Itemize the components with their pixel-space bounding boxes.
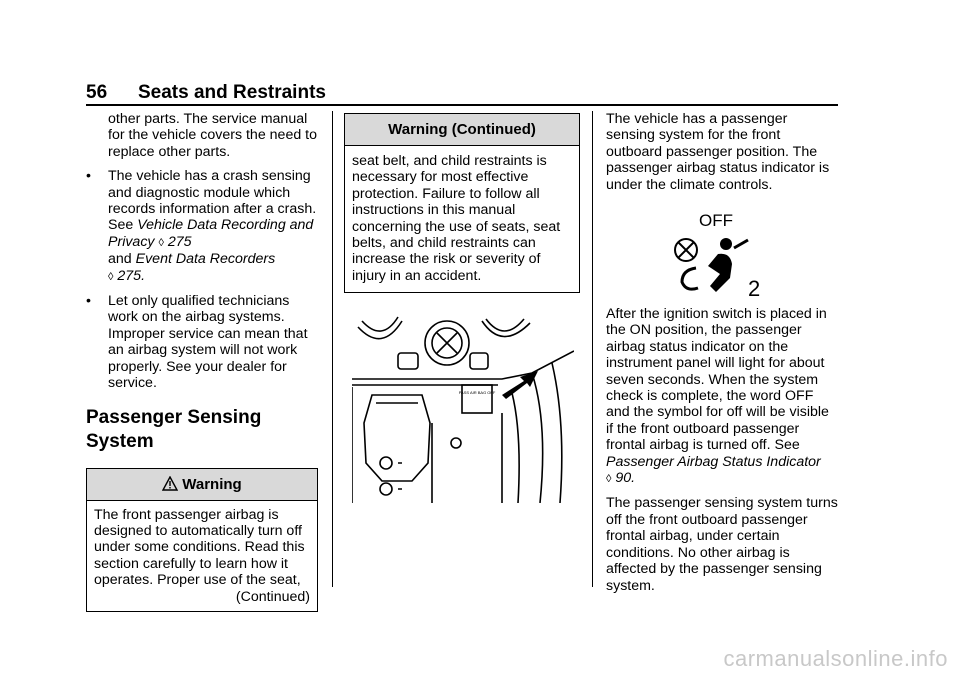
bullet-text: The vehicle has a crash sensing and diagnostic module which records information after a crash. See [108,168,317,234]
page-ref-icon: ◊ [108,270,114,283]
console-illustration [352,313,574,503]
warning-body [87,501,317,611]
bullet-text: and [108,251,136,268]
continued-paragraph: other parts. The service manual for the vehicle covers the need to replace other parts. [108,111,317,160]
period: . [631,470,636,487]
warning-text: The front passenger airbag is designed to automatically turn off under some conditions. Read this section carefully to learn how it operates. Proper use of the seat, [94,506,305,589]
warning-box-continued [344,113,580,293]
xref-page[interactable]: 275 [167,233,192,250]
xref-status-indicator[interactable]: Passenger Airbag Status Indicator [606,453,821,470]
photo-label: PASS AIR BAG OFF [458,390,496,395]
warning-header: Warning (Continued) [345,114,579,146]
page-header [86,82,838,106]
off-text: OFF [699,211,733,230]
xref-page[interactable]: 90 [615,470,632,487]
passenger-airbag-off-icon [668,208,768,298]
paragraph-2 [606,306,838,487]
paragraph-2-text: After the ignition switch is placed in the ON position, the passenger airbag status indicator on the instrument panel will light for about seven seconds. When the system check is complete, the word OFF and the symbol for off will be visible if the front outboard passenger frontal airbag is turned off. See [606,306,829,454]
column-divider-1 [332,111,333,587]
page-ref-icon: ◊ [158,236,164,249]
bullet-mark: • [86,293,91,310]
paragraph-3: The passenger sensing system turns off the front outboard passenger frontal airbag, under certain conditions. No other airbag is affected by the passenger sensing system. [606,495,838,594]
section-title: Seats and Restraints [138,82,326,103]
xref-vehicle-data[interactable]: Vehicle Data Recording and Privacy [108,217,314,250]
xref-page[interactable]: 275 [117,267,142,284]
warning-triangle-icon [162,476,178,491]
bullet-item-crash-module [86,168,318,285]
column-divider-2 [592,111,593,587]
watermark: carmanualsonline.info [723,646,948,671]
bullet-mark: • [86,168,91,185]
warning-header [87,469,317,501]
section-heading: Passenger Sensing System [86,406,262,452]
paragraph-1: The vehicle has a passenger sensing system for the front outboard passenger position. The passenger airbag status indicator is under the climate controls. [606,111,830,193]
bullet-text: Let only qualified technicians work on the airbag systems. Improper service can mean that an airbag system will not work properly. See your dealer for service. [108,293,308,392]
warning-title: Warning [182,475,242,493]
period: . [141,267,146,284]
page-number: 56 [86,82,108,103]
continued-label: (Continued) [235,588,310,605]
column-1 [86,111,318,612]
svg-text:2: 2 [748,276,761,298]
bullet-item-technicians [86,293,318,391]
column-3-lower [606,306,838,602]
warning-box [86,468,318,612]
column-3 [606,111,838,201]
page-ref-icon: ◊ [606,473,612,486]
column-2 [344,113,580,293]
warning-body: seat belt, and child restraints is necessary for most effective protection. Failure to follow all instructions in this manual concerning the use of seats, seat belts, and child restraints can increase the risk or severity of injury in an accident. [352,153,561,284]
xref-event-data[interactable]: Event Data Recorders [135,251,276,268]
